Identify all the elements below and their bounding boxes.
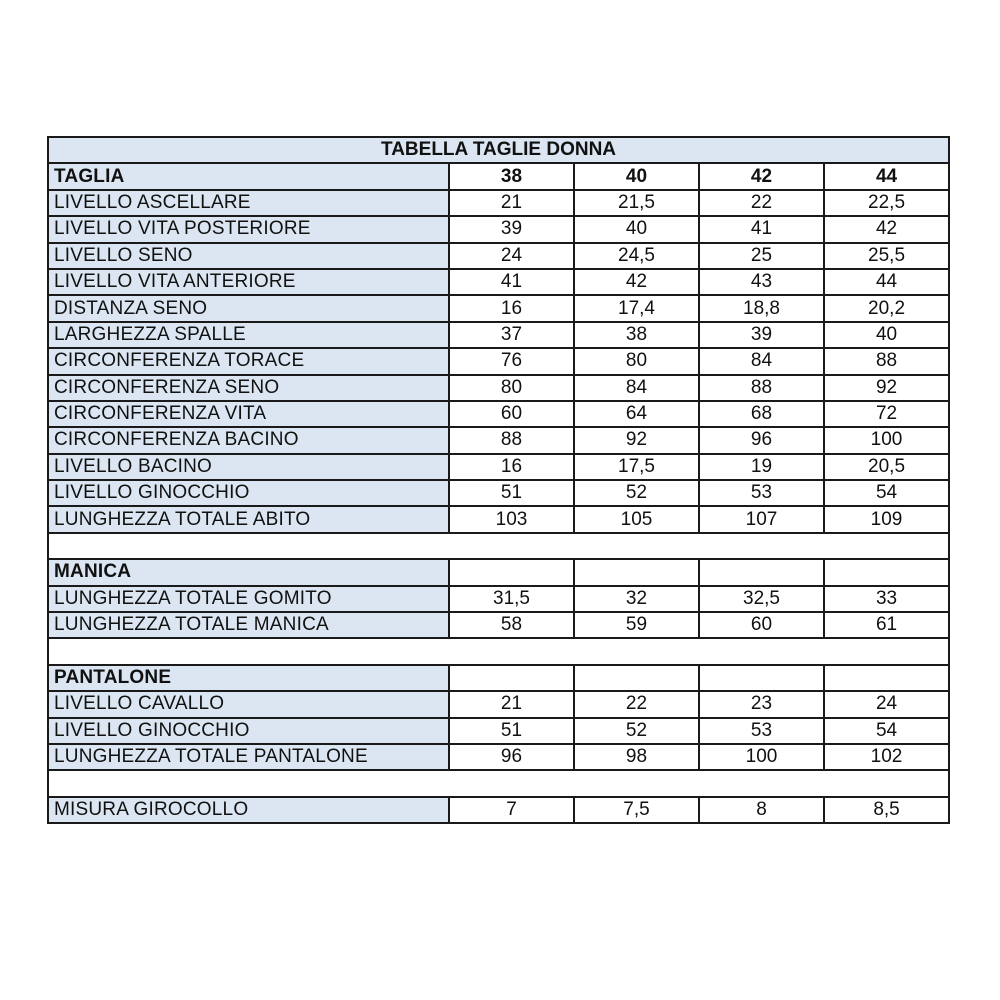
row-value: 43 xyxy=(699,269,824,295)
row-value: 22 xyxy=(574,691,699,717)
row-value: 64 xyxy=(574,401,699,427)
size-40-header: 40 xyxy=(574,163,699,189)
row-value: 7,5 xyxy=(574,797,699,823)
row-value: 107 xyxy=(699,506,824,532)
row-value: 72 xyxy=(824,401,949,427)
empty-cell xyxy=(574,665,699,691)
row-value: 60 xyxy=(699,612,824,638)
row-value: 33 xyxy=(824,586,949,612)
row-label: LIVELLO SENO xyxy=(48,243,449,269)
row-value: 52 xyxy=(574,718,699,744)
empty-cell xyxy=(449,665,574,691)
row-value: 22,5 xyxy=(824,190,949,216)
row-value: 61 xyxy=(824,612,949,638)
row-value: 68 xyxy=(699,401,824,427)
row-value: 109 xyxy=(824,506,949,532)
row-value: 31,5 xyxy=(449,586,574,612)
table-title: TABELLA TAGLIE DONNA xyxy=(48,137,949,163)
row-label: LIVELLO CAVALLO xyxy=(48,691,449,717)
size-38-header: 38 xyxy=(449,163,574,189)
row-label: LIVELLO ASCELLARE xyxy=(48,190,449,216)
row-value: 24,5 xyxy=(574,243,699,269)
row-label: LARGHEZZA SPALLE xyxy=(48,322,449,348)
row-value: 7 xyxy=(449,797,574,823)
size-44-header: 44 xyxy=(824,163,949,189)
row-value: 21,5 xyxy=(574,190,699,216)
row-value: 41 xyxy=(699,216,824,242)
table-row xyxy=(48,216,949,242)
row-label: CIRCONFERENZA BACINO xyxy=(48,427,449,453)
row-value: 54 xyxy=(824,718,949,744)
empty-cell xyxy=(449,559,574,585)
row-value: 20,5 xyxy=(824,454,949,480)
row-value: 51 xyxy=(449,718,574,744)
row-label: LUNGHEZZA TOTALE ABITO xyxy=(48,506,449,532)
empty-cell xyxy=(574,559,699,585)
row-value: 8,5 xyxy=(824,797,949,823)
empty-cell xyxy=(699,665,824,691)
row-value: 17,5 xyxy=(574,454,699,480)
section-header-row xyxy=(48,665,949,691)
row-label: LUNGHEZZA TOTALE PANTALONE xyxy=(48,744,449,770)
table-row xyxy=(48,586,949,612)
table-row xyxy=(48,797,949,823)
table-row xyxy=(48,322,949,348)
row-label: LIVELLO BACINO xyxy=(48,454,449,480)
row-value: 18,8 xyxy=(699,295,824,321)
table-row xyxy=(48,744,949,770)
row-value: 88 xyxy=(824,348,949,374)
spacer-row xyxy=(48,770,949,796)
row-value: 100 xyxy=(824,427,949,453)
row-value: 96 xyxy=(699,427,824,453)
table-row xyxy=(48,295,949,321)
row-value: 20,2 xyxy=(824,295,949,321)
row-value: 105 xyxy=(574,506,699,532)
row-value: 60 xyxy=(449,401,574,427)
row-value: 44 xyxy=(824,269,949,295)
row-value: 32 xyxy=(574,586,699,612)
table-row xyxy=(48,691,949,717)
row-value: 21 xyxy=(449,190,574,216)
row-value: 25 xyxy=(699,243,824,269)
row-value: 8 xyxy=(699,797,824,823)
row-label: LIVELLO VITA ANTERIORE xyxy=(48,269,449,295)
table-row xyxy=(48,480,949,506)
row-label: LIVELLO VITA POSTERIORE xyxy=(48,216,449,242)
row-label: LIVELLO GINOCCHIO xyxy=(48,718,449,744)
header-label: TAGLIA xyxy=(48,163,449,189)
row-value: 42 xyxy=(824,216,949,242)
table-row xyxy=(48,506,949,532)
row-value: 102 xyxy=(824,744,949,770)
row-value: 19 xyxy=(699,454,824,480)
row-value: 92 xyxy=(574,427,699,453)
row-value: 41 xyxy=(449,269,574,295)
row-value: 76 xyxy=(449,348,574,374)
row-value: 39 xyxy=(699,322,824,348)
row-label: CIRCONFERENZA TORACE xyxy=(48,348,449,374)
row-label: LIVELLO GINOCCHIO xyxy=(48,480,449,506)
spacer-cell xyxy=(48,533,949,559)
empty-cell xyxy=(824,559,949,585)
row-value: 42 xyxy=(574,269,699,295)
row-value: 92 xyxy=(824,375,949,401)
row-value: 52 xyxy=(574,480,699,506)
row-value: 51 xyxy=(449,480,574,506)
header-row xyxy=(48,163,949,189)
row-value: 53 xyxy=(699,480,824,506)
title-row xyxy=(48,137,949,163)
row-value: 23 xyxy=(699,691,824,717)
row-value: 103 xyxy=(449,506,574,532)
spacer-row xyxy=(48,533,949,559)
row-value: 17,4 xyxy=(574,295,699,321)
row-value: 53 xyxy=(699,718,824,744)
section-header-row xyxy=(48,559,949,585)
table-row xyxy=(48,612,949,638)
row-label: LUNGHEZZA TOTALE GOMITO xyxy=(48,586,449,612)
row-value: 16 xyxy=(449,295,574,321)
section-header: PANTALONE xyxy=(48,665,449,691)
empty-cell xyxy=(699,559,824,585)
row-value: 24 xyxy=(449,243,574,269)
row-value: 37 xyxy=(449,322,574,348)
row-value: 32,5 xyxy=(699,586,824,612)
size-chart-table xyxy=(47,136,950,824)
row-label: LUNGHEZZA TOTALE MANICA xyxy=(48,612,449,638)
row-value: 21 xyxy=(449,691,574,717)
size-42-header: 42 xyxy=(699,163,824,189)
row-value: 54 xyxy=(824,480,949,506)
row-value: 84 xyxy=(699,348,824,374)
spacer-cell xyxy=(48,770,949,796)
table-row xyxy=(48,243,949,269)
row-label: CIRCONFERENZA SENO xyxy=(48,375,449,401)
row-value: 100 xyxy=(699,744,824,770)
empty-cell xyxy=(824,665,949,691)
table-row xyxy=(48,348,949,374)
table-row xyxy=(48,375,949,401)
row-value: 38 xyxy=(574,322,699,348)
row-value: 96 xyxy=(449,744,574,770)
row-value: 80 xyxy=(574,348,699,374)
row-value: 84 xyxy=(574,375,699,401)
row-label: MISURA GIROCOLLO xyxy=(48,797,449,823)
row-label: DISTANZA SENO xyxy=(48,295,449,321)
row-value: 16 xyxy=(449,454,574,480)
table-row xyxy=(48,427,949,453)
spacer-cell xyxy=(48,638,949,664)
table-row xyxy=(48,454,949,480)
row-value: 98 xyxy=(574,744,699,770)
table-row xyxy=(48,401,949,427)
table-row xyxy=(48,718,949,744)
row-value: 24 xyxy=(824,691,949,717)
row-value: 80 xyxy=(449,375,574,401)
row-value: 22 xyxy=(699,190,824,216)
row-value: 88 xyxy=(449,427,574,453)
row-value: 40 xyxy=(574,216,699,242)
row-value: 40 xyxy=(824,322,949,348)
row-label: CIRCONFERENZA VITA xyxy=(48,401,449,427)
table-row xyxy=(48,190,949,216)
row-value: 58 xyxy=(449,612,574,638)
row-value: 59 xyxy=(574,612,699,638)
row-value: 39 xyxy=(449,216,574,242)
section-header: MANICA xyxy=(48,559,449,585)
row-value: 88 xyxy=(699,375,824,401)
row-value: 25,5 xyxy=(824,243,949,269)
spacer-row xyxy=(48,638,949,664)
table-row xyxy=(48,269,949,295)
